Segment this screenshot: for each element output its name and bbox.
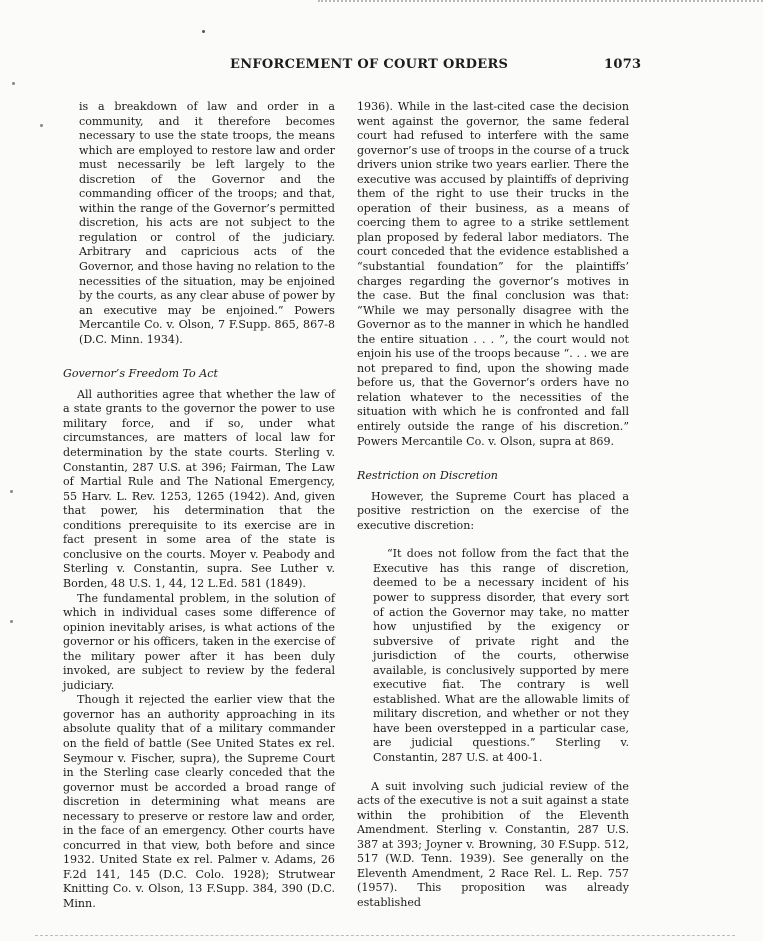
scan-speck — [10, 490, 13, 493]
paragraph: Though it rejected the earlier view that the governor has an authority approaching in its absolute quality that of a military commander on the field of battle (See United States ex rel. Seymour v. Fischer, supra), the Supreme Court in the Sterling case clearly conceded that the governor must be accorded a broad range of discretion in determining what means are necessary to preserve or restore law and order, in the face of an emergency. Other courts have concurred in that view, both before and since 1932. United State ex rel. Palmer v. Adams, 26 F.2d 141, 145 (D.C. Colo. 1928); Strutwear Knitting Co. v. Olson, 13 F.Supp. 384, 390 (D.C. Minn. — [63, 693, 335, 910]
paragraph: A suit involving such judicial review of the acts of the executive is not a suit against a state within the prohibition of the Eleventh Amendment. Sterling v. Constantin, 287 U.S. 387 at 393; Joyner v. Browning, 30 F.Supp. 512, 517 (W.D. Tenn. 1939). See generally on the Eleventh Amendment, 2 Race Rel. L. Rep. 757 (1957). This proposition was already established — [357, 779, 629, 909]
quote-continuation: is a breakdown of law and order in a community, and it therefore becomes necessary to use the state troops, the means which are employed to restore law and order must necessarily be left largely to the discretion of the Governor and the commanding officer of the troops; and that, within the range of the Governor’s permitted discretion, his acts are not subject to the regulation or control of the judiciary. Arbitrary and capricious acts of the Governor, and those having no relation to the necessities of the situation, may be enjoined by the courts, as any clear abuse of power by an executive may be enjoined.” Powers Mercantile Co. v. Olson, 7 F.Supp. 865, 867-8 (D.C. Minn. 1934). — [79, 100, 336, 346]
paragraph: However, the Supreme Court has placed a positive restriction on the exercise of the executive discretion: — [357, 489, 629, 532]
paragraph: All authorities agree that whether the law of a state grants to the governor the power to use military force, and if so, under what circumstances, are matters of local law for determination by the state courts. Sterling v. Constantin, 287 U.S. at 396; Fairman, The Law of Martial Rule and The National Emergency, 55 Harv. L. Rev. 1253, 1265 (1942). And, given that power, his determination that the conditions prerequisite to its exercise are in fact present in some area of the state is conclusive on the courts. Moyer v. Peabody and Sterling v. Constantin, supra. See Luther v. Borden, 48 U.S. 1, 44, 12 L.Ed. 581 (1849). — [63, 387, 335, 590]
section-heading: Governor’s Freedom To Act — [63, 367, 218, 381]
scan-edge-bottom — [35, 935, 735, 937]
scan-edge-top — [318, 0, 763, 4]
paragraph: The fundamental problem, in the solution of which in individual cases some difference of opinion inevitably arises, is what actions of the governor or his officers, taken in the exercise of the military power after it has been duly invoked, are subject to review by the federal judiciary. — [63, 591, 335, 692]
right-column — [357, 100, 629, 910]
block-quote: “It does not follow from the fact that the Executive has this range of discretion, deemed to be a necessary incident of his power to suppress disorder, that every sort of action the Governor may take, no matter how unjustified by the exigency or subversive of private right and the jurisdiction of the courts, otherwise available, is conclusively supported by mere executive fiat. The contrary is well established. What are the allowable limits of military discretion, and whether or not they have been overstepped in a particular case, are judicial questions.” Sterling v. Constantin, 287 U.S. at 400-1. — [373, 547, 629, 764]
running-header — [0, 57, 763, 77]
page-number: 1073 — [604, 57, 642, 72]
scan-speck — [12, 82, 15, 85]
scan-speck — [202, 30, 205, 33]
scan-speck — [10, 620, 13, 623]
section-heading: Restriction on Discretion — [357, 469, 498, 483]
running-title: ENFORCEMENT OF COURT ORDERS — [230, 57, 509, 72]
scan-speck — [40, 124, 43, 127]
paragraph: 1936). While in the last-cited case the decision went against the governor, the same federal court had refused to interfere with the same governor’s use of troops in the course of a truck drivers union strike two years earlier. There the executive was accused by plaintiffs of depriving them of the right to use their trucks in the operation of their business, as a means of coercing them to agree to a strike settlement plan proposed by federal labor mediators. The court conceded that the evidence established a “substantial foundation” for the plaintiffs’ charges regarding the governor’s motives in the case. But the final conclusion was that: “While we may personally disagree with the Governor as to the manner in which he handled the entire situation . . . ”, the court would not enjoin his use of the troops because “. . . we are not prepared to find, upon the showing made before us, that the Governor’s orders have no relation whatever to the necessities of the situation with which he is confronted and fall entirely outside the range of his discretion.” Powers Mercantile Co. v. Olson, supra at 869. — [357, 100, 629, 448]
left-column — [63, 100, 335, 912]
